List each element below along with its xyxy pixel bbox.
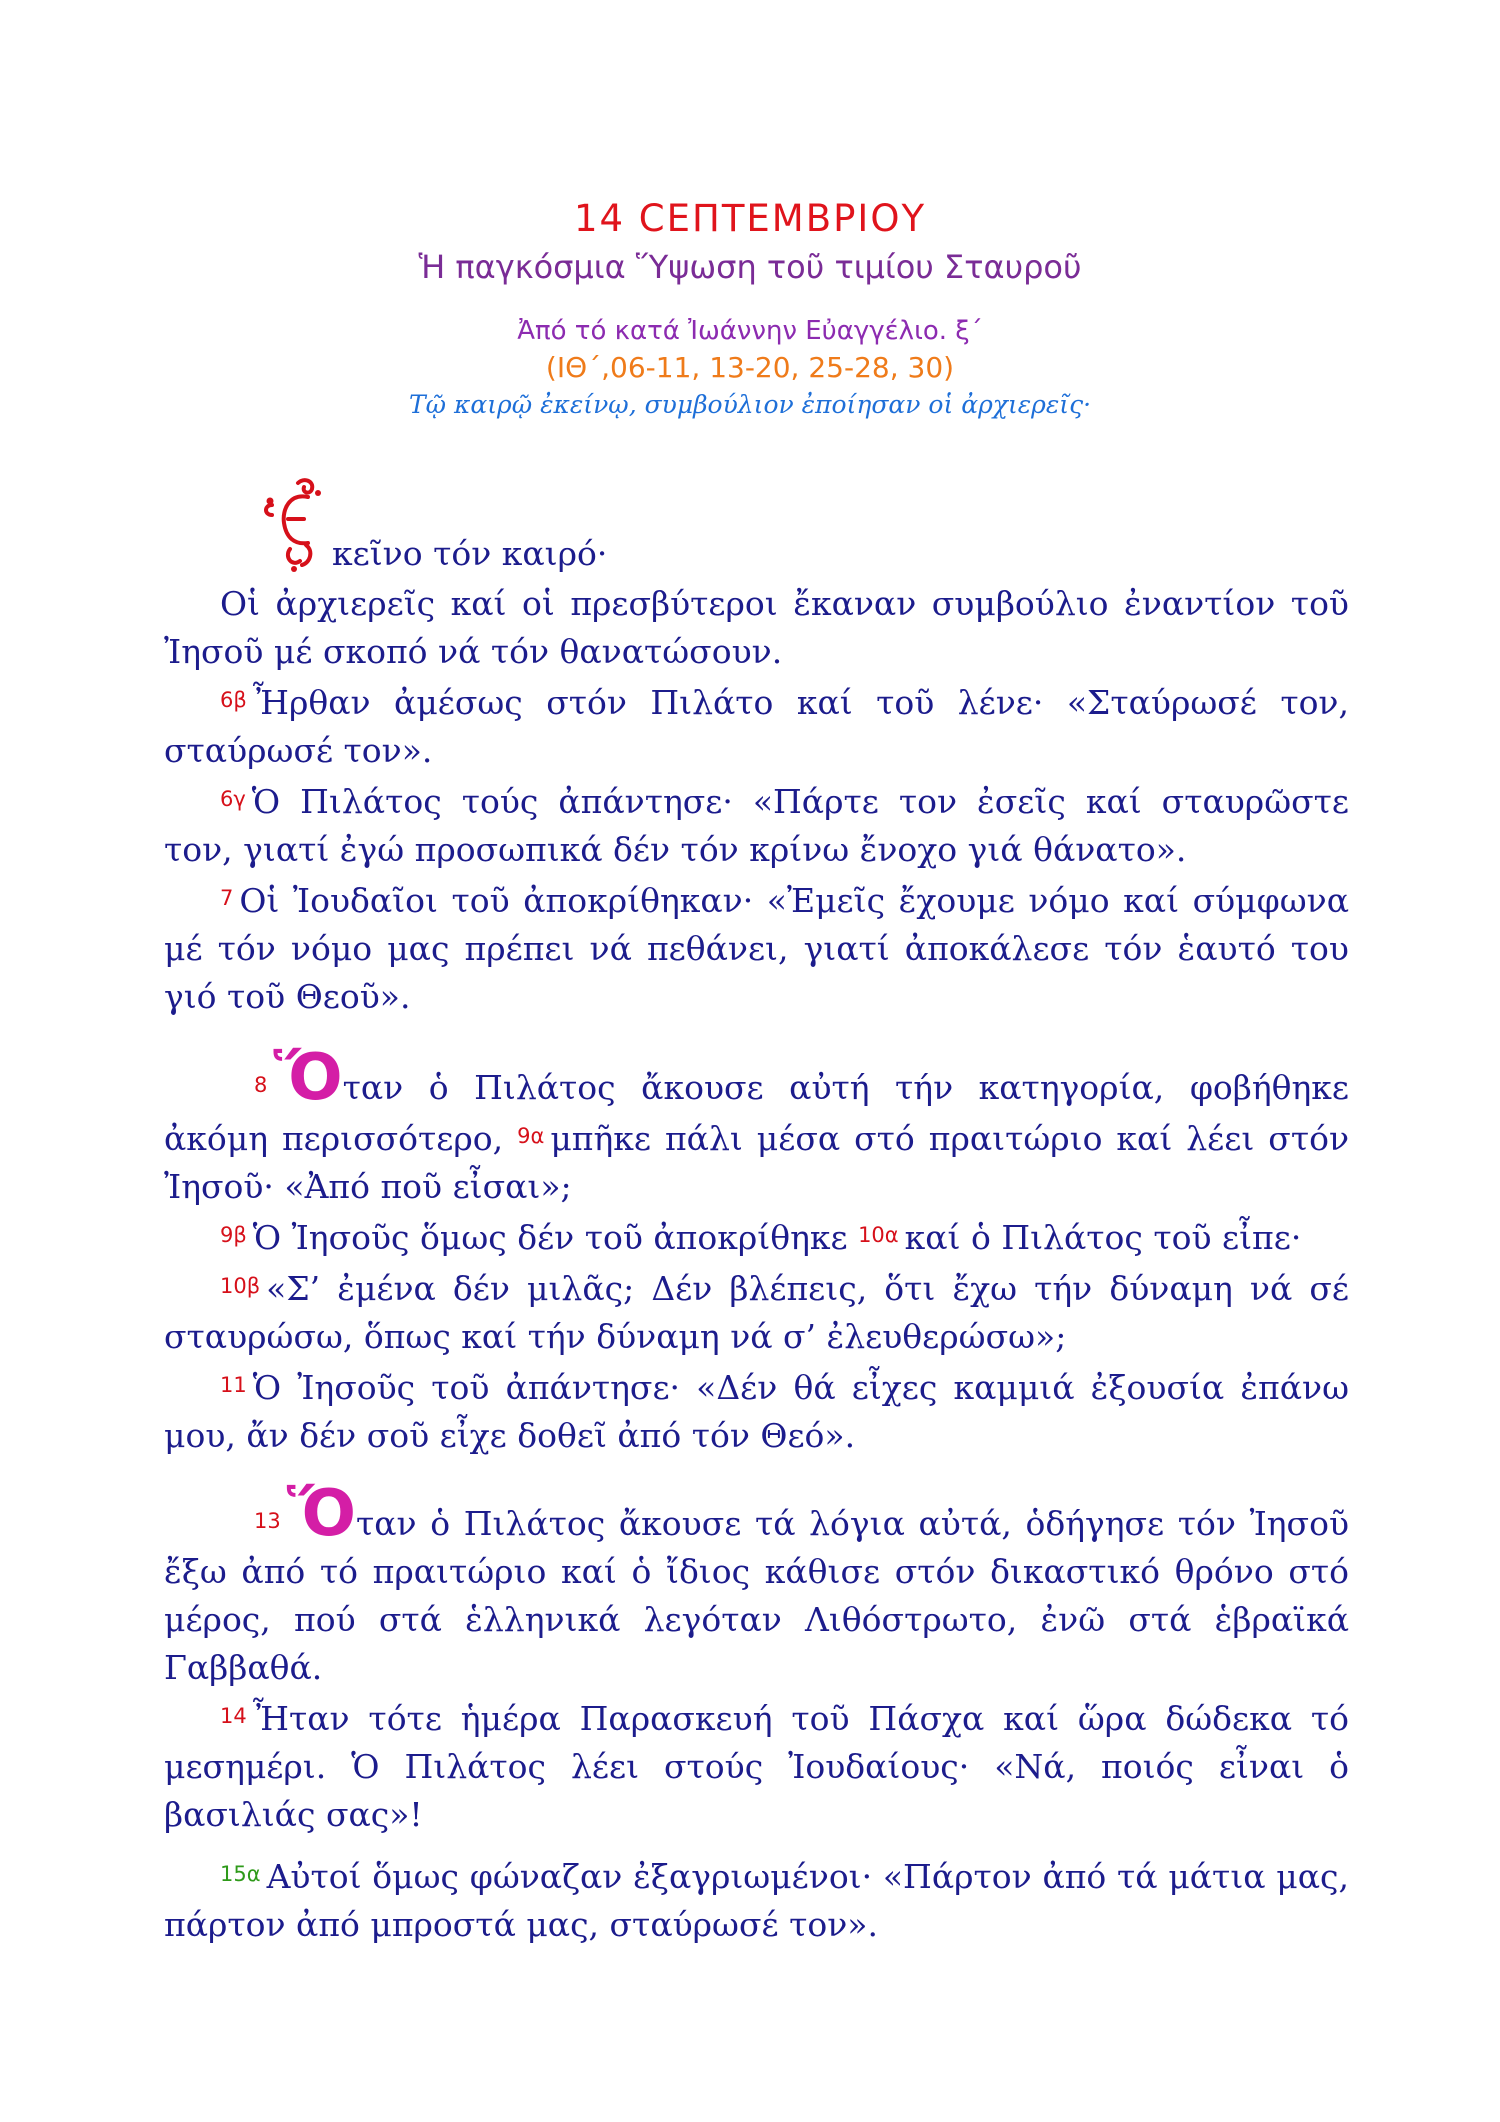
- reading-block-2: [164, 1041, 1350, 1460]
- gospel-incipit: Τῷ καιρῷ ἐκείνῳ, συμβούλιον ἐποίησαν οἱ ἀρχιερεῖς·: [408, 390, 1092, 419]
- verse-number: 6β: [220, 688, 247, 712]
- verse-text: Οἱ Ἰουδαῖοι τοῦ ἀποκρίθηκαν· «Ἐμεῖς ἔχουμε νόμο καί σύμφωνα μέ τόν νόμο μας πρέπει νά πεθάνει, γιατί ἀποκάλεσε τόν ἑαυτό του γιό τοῦ Θεοῦ».: [164, 881, 1349, 1016]
- reading-block-1: [164, 580, 1349, 1021]
- verse-text: ταν ὁ Πιλάτος ἄκουσε αὐτή τήν κατηγορία, φοβήθηκε ἀκόμη περισσότερο,: [164, 1068, 1349, 1158]
- drop-cap-e-icon: [260, 475, 330, 573]
- verse-text: Ἦταν τότε ἡμέρα Παρασκευή τοῦ Πάσχα καί ὥρα δώδεκα τό μεσημέρι. Ὁ Πιλάτος λέει στούς Ἰουδαίους· «Νά, ποιός εἶναι ὁ βασιλιάς σας»!: [164, 1699, 1349, 1834]
- verse-number: 14: [220, 1704, 247, 1728]
- verse-number: 9α: [517, 1124, 545, 1148]
- verse-text: μπῆκε πάλι μέσα στό πραιτώριο καί λέει στόν Ἰησοῦ· «Ἀπό ποῦ εἶσαι»;: [164, 1119, 1350, 1206]
- verse-11: [164, 1361, 1349, 1460]
- feast-date: 14 ϹΕΠΤΕΜΒΡΙΟΥ: [573, 197, 927, 240]
- verse-text: καί ὁ Πιλάτος τοῦ εἶπε·: [904, 1218, 1302, 1257]
- verse-number: 9β: [220, 1223, 247, 1247]
- opening-line: κεῖνο τόν καιρό·: [332, 534, 608, 573]
- verse-text: Οἱ ἀρχιερεῖς καί οἱ πρεσβύτεροι ἔκαναν συμβούλιο ἐναντίον τοῦ Ἰησοῦ μέ σκοπό νά τόν θανατώσουν.: [164, 584, 1349, 671]
- verse-14: [164, 1692, 1349, 1839]
- feast-title: Ἡ παγκόσμια Ὕψωση τοῦ τιμίου Σταυροῦ: [418, 248, 1082, 286]
- verse-text: Ὁ Ἰησοῦς τοῦ ἀπάντησε· «Δέν θά εἶχες καμμιά ἐξουσία ἐπάνω μου, ἄν δέν σοῦ εἶχε δοθεῖ ἀπό τόν Θεό».: [164, 1368, 1349, 1455]
- verse-number: 11: [220, 1373, 247, 1397]
- verse-text: Ἦρθαν ἀμέσως στόν Πιλάτο καί τοῦ λένε· «Σταύρωσέ τον, σταύρωσέ τον».: [164, 683, 1349, 770]
- verse-10b: [164, 1262, 1349, 1361]
- verse-number: 15α: [220, 1862, 261, 1886]
- reading-block-4: [164, 1850, 1349, 1949]
- verse-text: Ὁ Πιλάτος τούς ἀπάντησε· «Πάρτε τον ἐσεῖς καί σταυρῶστε τον, γιατί ἐγώ προσωπικά δέν τόν κρίνω ἔνοχο γιά θάνατο».: [164, 782, 1349, 869]
- verse-13: [164, 1477, 1349, 1692]
- verse-8: [164, 1041, 1350, 1211]
- verse-p1: [164, 580, 1349, 676]
- verse-text: «Σ’ ἐμένα δέν μιλᾶς; Δέν βλέπεις, ὅτι ἔχω τήν δύναμη νά σέ σταυρώσω, ὅπως καί τήν δύναμη νά σ’ ἐλευθερώσω»;: [164, 1269, 1349, 1356]
- verse-number: 10β: [220, 1274, 261, 1298]
- header: [0, 195, 1500, 423]
- verse-6b: [164, 676, 1349, 775]
- verse-number: 7: [220, 886, 234, 910]
- gospel-source: Ἀπό τό κατά Ἰωάννην Εὐαγγέλιο. ξ΄: [517, 316, 983, 346]
- reading-block-3: [164, 1477, 1349, 1839]
- verse-number: 10α: [858, 1223, 899, 1247]
- verse-number: 13: [254, 1509, 281, 1533]
- verse-number: 8: [254, 1073, 268, 1097]
- verse-text: Ὁ Ἰησοῦς ὅμως δέν τοῦ ἀποκρίθηκε: [252, 1218, 848, 1257]
- verse-6c: [164, 775, 1349, 874]
- verse-text: ταν ὁ Πιλάτος ἄκουσε τά λόγια αὐτά, ὁδήγησε τόν Ἰησοῦ ἔξω ἀπό τό πραιτώριο καί ὁ ἴδιος κάθισε στόν δικαστικό θρόνο στό μέρος, πού στά ἑλληνικά λεγόταν Λιθόστρωτο, ἐνῶ στά ἑβραϊκά Γαββαθά.: [164, 1504, 1349, 1687]
- verse-15a: [164, 1850, 1349, 1949]
- verse-9b: [164, 1211, 1349, 1262]
- verse-7: [164, 874, 1349, 1021]
- big-initial: Ὅ: [286, 1477, 356, 1551]
- verse-number: 6γ: [220, 787, 246, 811]
- gospel-reference: (ΙΘ΄,06-11, 13-20, 25-28, 30): [545, 351, 955, 384]
- verse-text: Αὐτοί ὅμως φώναζαν ἐξαγριωμένοι· «Πάρτον ἀπό τά μάτια μας, πάρτον ἀπό μπροστά μας, σταύρωσέ τον».: [164, 1857, 1349, 1944]
- big-initial: Ὅ: [273, 1041, 343, 1115]
